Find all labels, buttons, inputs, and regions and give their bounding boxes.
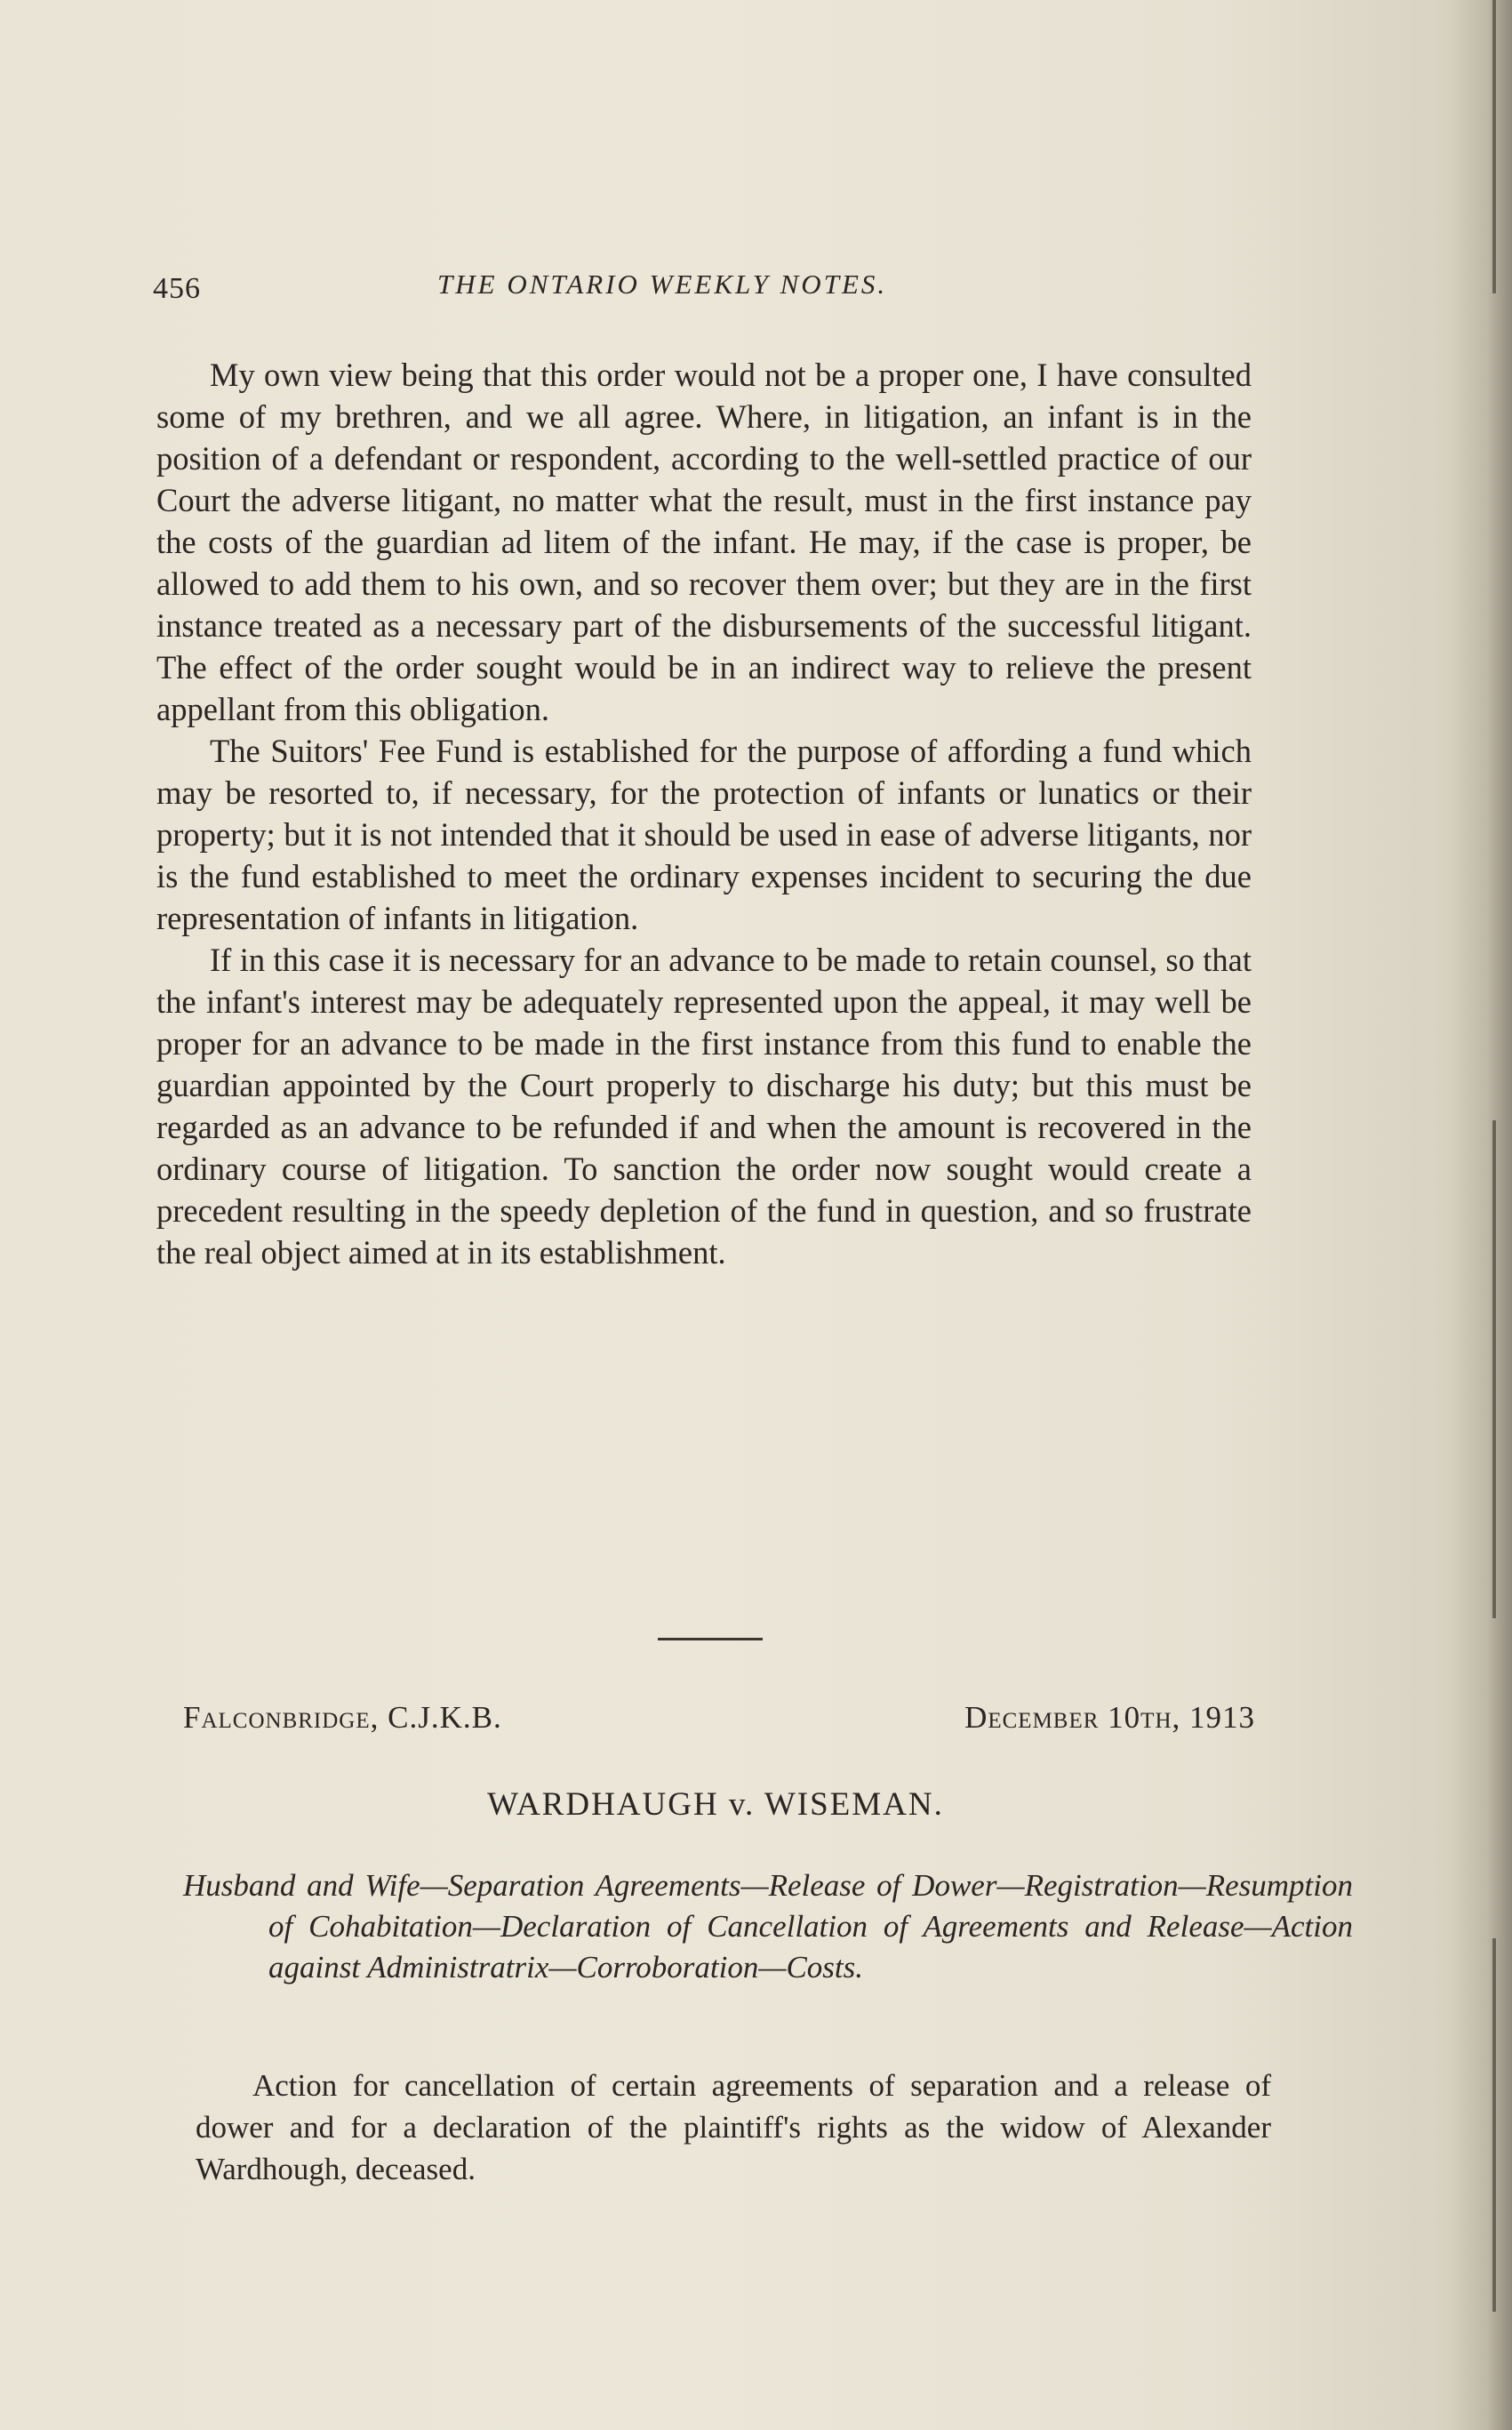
paragraph: The Suitors' Fee Fund is established for the purpose of affording a fund which may be resorted to, if necessary, for the protection of infants or lunatics or their property; but it is not intended that it should be used in ease of adverse litigants, nor is the fund established to meet the ordinary expenses incident to securing the due representation of infants in litigation. xyxy=(156,733,1252,936)
judge-name: Falconbridge, C.J.K.B. xyxy=(183,1700,502,1735)
page-edge-line xyxy=(1492,1120,1496,1618)
case-byline xyxy=(183,1700,1255,1744)
page-gutter-shadow xyxy=(1450,0,1512,2430)
decision-date: December 10th, 1913 xyxy=(964,1700,1255,1735)
body-text xyxy=(156,354,1252,1273)
page-header xyxy=(153,269,1255,313)
page-number: 456 xyxy=(153,272,201,305)
case-headnote: Husband and Wife—Separation Agreements—Release of Dower—Registration—Resumption of Cohabitation—Declaration of Cancellation of Agreements and Release—Action against Administratrix—Corroboration—Costs. xyxy=(183,1868,1353,1985)
section-divider xyxy=(658,1638,763,1640)
paragraph: My own view being that this order would not be a proper one, I have consulted some of my brethren, and we all agree. Where, in litigation, an infant is in the position of a defendant or respondent, according to the well-settled practice of our Court the adverse litigant, no matter what the result, must in the first instance pay the costs of the guardian ad litem of the infant. He may, if the case is proper, be allowed to add them to his own, and so recover them over; but they are in the first instance treated as a necessary part of the disbursements of the successful litigant. The effect of the order sought would be in an indirect way to relieve the present appellant from this obligation. xyxy=(156,357,1252,727)
case-title: WARDHAUGH v. WISEMAN. xyxy=(487,1786,944,1823)
case-summary: Action for cancellation of certain agreements of separation and a release of dower and for a declaration of the plaintiff's rights as the widow of Alexander Wardhough, deceased. xyxy=(196,2068,1271,2186)
paragraph: If in this case it is necessary for an advance to be made to retain counsel, so that the infant's interest may be adequately represented upon the appeal, it may well be proper for an advance to be made in the first instance from this fund to enable the guardian appointed by the Court properly to discharge his duty; but this must be regarded as an advance to be refunded if and when the amount is recovered in the ordinary course of litigation. To sanction the order now sought would create a precedent resulting in the speedy depletion of the fund in question, and so frustrate the real object aimed at in its establishment. xyxy=(156,942,1252,1271)
page-edge-line xyxy=(1492,1938,1496,2312)
page-edge-line xyxy=(1492,0,1496,293)
running-head: THE ONTARIO WEEKLY NOTES. xyxy=(437,269,888,300)
